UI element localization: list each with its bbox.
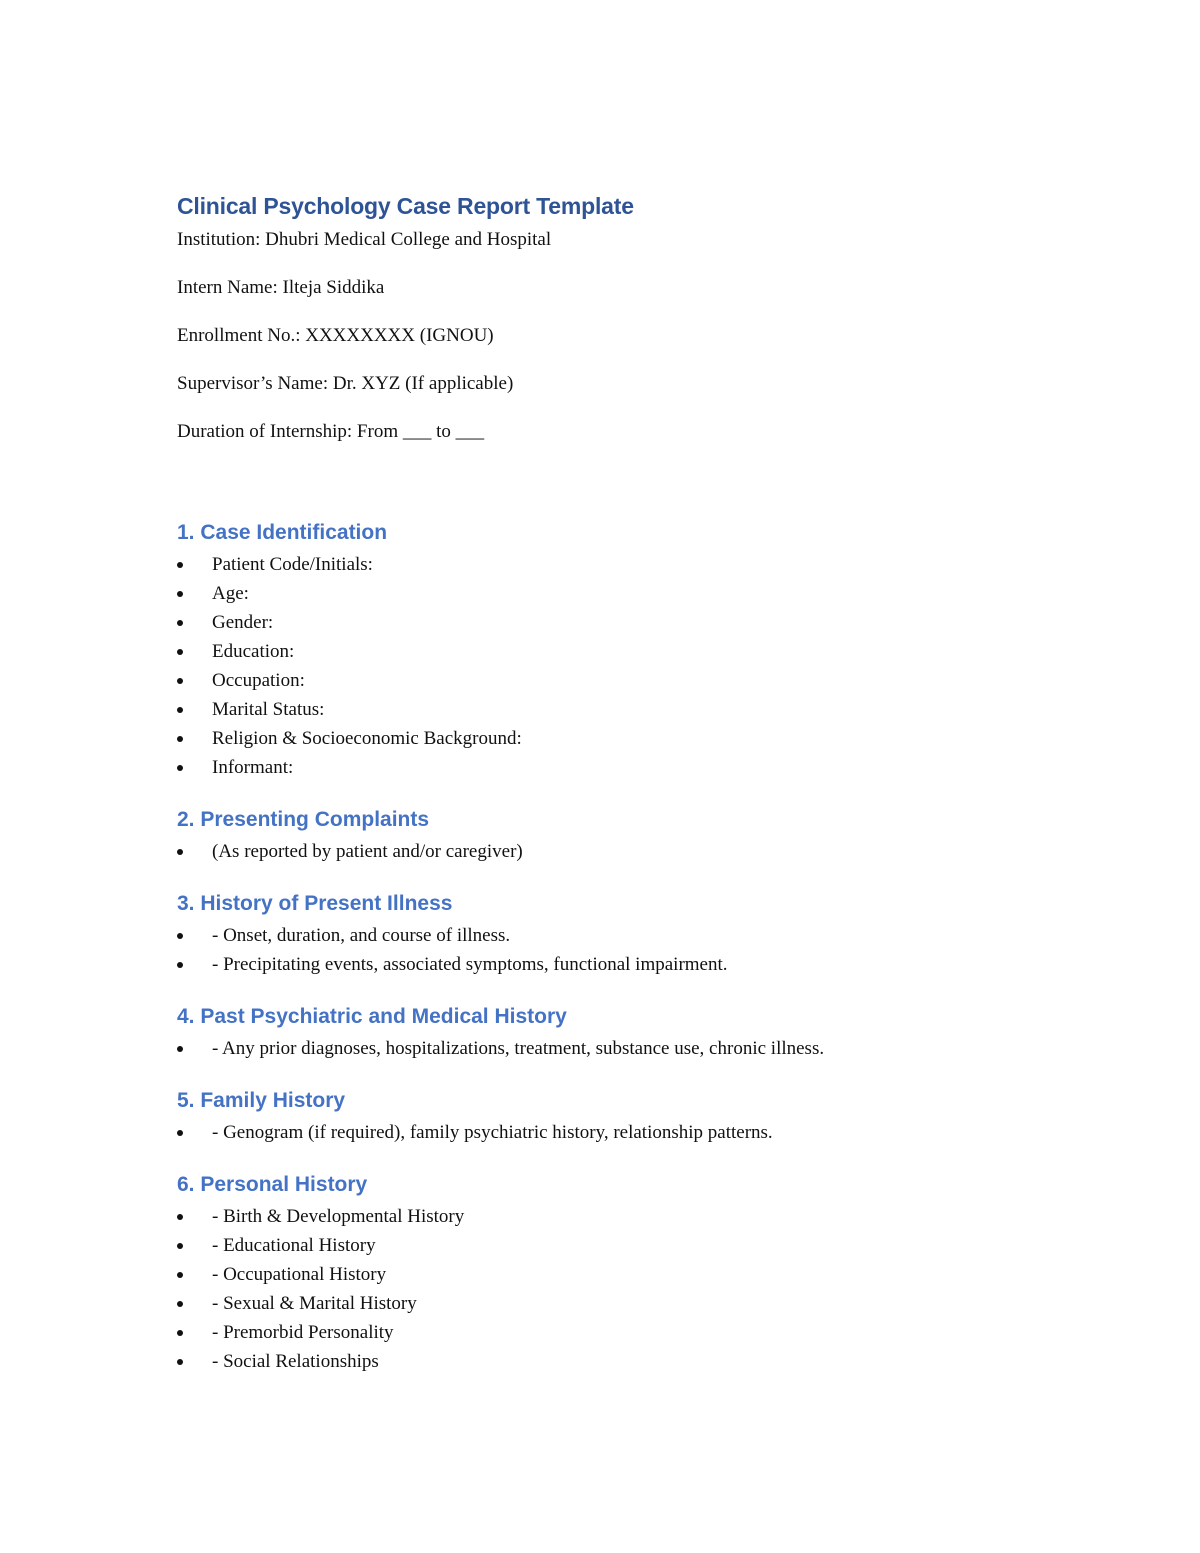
bullet-icon: [177, 1214, 183, 1220]
bullet-icon: [177, 849, 183, 855]
bullet-icon: [177, 1243, 183, 1249]
list-item-text: Age:: [212, 583, 249, 604]
list-item: [177, 1118, 1037, 1147]
bullet-icon: [177, 562, 183, 568]
list-item: [177, 695, 1037, 724]
document-title: Clinical Psychology Case Report Template: [177, 193, 634, 219]
bullet-icon: [177, 707, 183, 713]
intern-name-line: Intern Name: Ilteja Siddika: [177, 277, 385, 298]
institution-line: Institution: Dhubri Medical College and Hospital: [177, 229, 552, 250]
bullet-icon: [177, 1330, 183, 1336]
list-item: [177, 1347, 1037, 1376]
list-item: [177, 666, 1037, 695]
section-heading-case-identification: 1. Case Identification: [177, 521, 388, 544]
list-item-text: - Premorbid Personality: [212, 1322, 394, 1343]
list-item: [177, 1260, 1037, 1289]
section-heading-past-history: 4. Past Psychiatric and Medical History: [177, 1005, 567, 1028]
supervisor-line: Supervisor’s Name: Dr. XYZ (If applicable): [177, 373, 514, 394]
section-heading-family-history: 5. Family History: [177, 1089, 346, 1112]
list-item-text: - Onset, duration, and course of illness.: [212, 925, 511, 946]
bullet-icon: [177, 1272, 183, 1278]
presenting-complaints-list: [177, 837, 1037, 866]
section-heading-presenting-complaints: 2. Presenting Complaints: [177, 808, 430, 831]
list-item-text: Patient Code/Initials:: [212, 554, 373, 575]
section-heading-personal-history: 6. Personal History: [177, 1173, 368, 1196]
list-item: [177, 608, 1037, 637]
bullet-icon: [177, 1301, 183, 1307]
section-heading-history-present-illness: 3. History of Present Illness: [177, 892, 453, 915]
list-item-text: - Educational History: [212, 1235, 376, 1256]
list-item: [177, 579, 1037, 608]
family-history-list: [177, 1118, 1037, 1147]
list-item-text: - Social Relationships: [212, 1351, 379, 1372]
bullet-icon: [177, 765, 183, 771]
list-item: [177, 1034, 1037, 1063]
bullet-icon: [177, 591, 183, 597]
bullet-icon: [177, 736, 183, 742]
list-item-text: Education:: [212, 641, 295, 662]
case-identification-list: [177, 550, 1037, 782]
bullet-icon: [177, 620, 183, 626]
history-present-illness-list: [177, 921, 1037, 979]
list-item-text: Religion & Socioeconomic Background:: [212, 728, 522, 749]
list-item: [177, 1289, 1037, 1318]
list-item: [177, 1231, 1037, 1260]
past-history-list: [177, 1034, 1037, 1063]
list-item-text: Informant:: [212, 757, 294, 778]
list-item-text: - Occupational History: [212, 1264, 387, 1285]
list-item: [177, 1202, 1037, 1231]
list-item: [177, 1318, 1037, 1347]
enrollment-line: Enrollment No.: XXXXXXXX (IGNOU): [177, 325, 494, 346]
bullet-icon: [177, 649, 183, 655]
bullet-icon: [177, 678, 183, 684]
internship-duration-line: Duration of Internship: From ___ to ___: [177, 421, 485, 442]
bullet-icon: [177, 1046, 183, 1052]
bullet-icon: [177, 1359, 183, 1365]
list-item: [177, 550, 1037, 579]
list-item: [177, 724, 1037, 753]
list-item: [177, 837, 1037, 866]
list-item: [177, 637, 1037, 666]
list-item-text: - Birth & Developmental History: [212, 1206, 465, 1227]
list-item-text: - Genogram (if required), family psychiatric history, relationship patterns.: [212, 1122, 773, 1143]
list-item: [177, 753, 1037, 782]
bullet-icon: [177, 1130, 183, 1136]
list-item-text: - Sexual & Marital History: [212, 1293, 417, 1314]
bullet-icon: [177, 933, 183, 939]
bullet-icon: [177, 962, 183, 968]
list-item-text: (As reported by patient and/or caregiver): [212, 841, 523, 862]
personal-history-list: [177, 1202, 1037, 1376]
list-item-text: Marital Status:: [212, 699, 325, 720]
list-item-text: - Any prior diagnoses, hospitalizations, treatment, substance use, chronic illness.: [212, 1038, 825, 1059]
document-content: [177, 190, 1037, 1376]
list-item-text: - Precipitating events, associated symptoms, functional impairment.: [212, 954, 728, 975]
list-item: [177, 950, 1037, 979]
list-item: [177, 921, 1037, 950]
list-item-text: Gender:: [212, 612, 274, 633]
list-item-text: Occupation:: [212, 670, 305, 691]
